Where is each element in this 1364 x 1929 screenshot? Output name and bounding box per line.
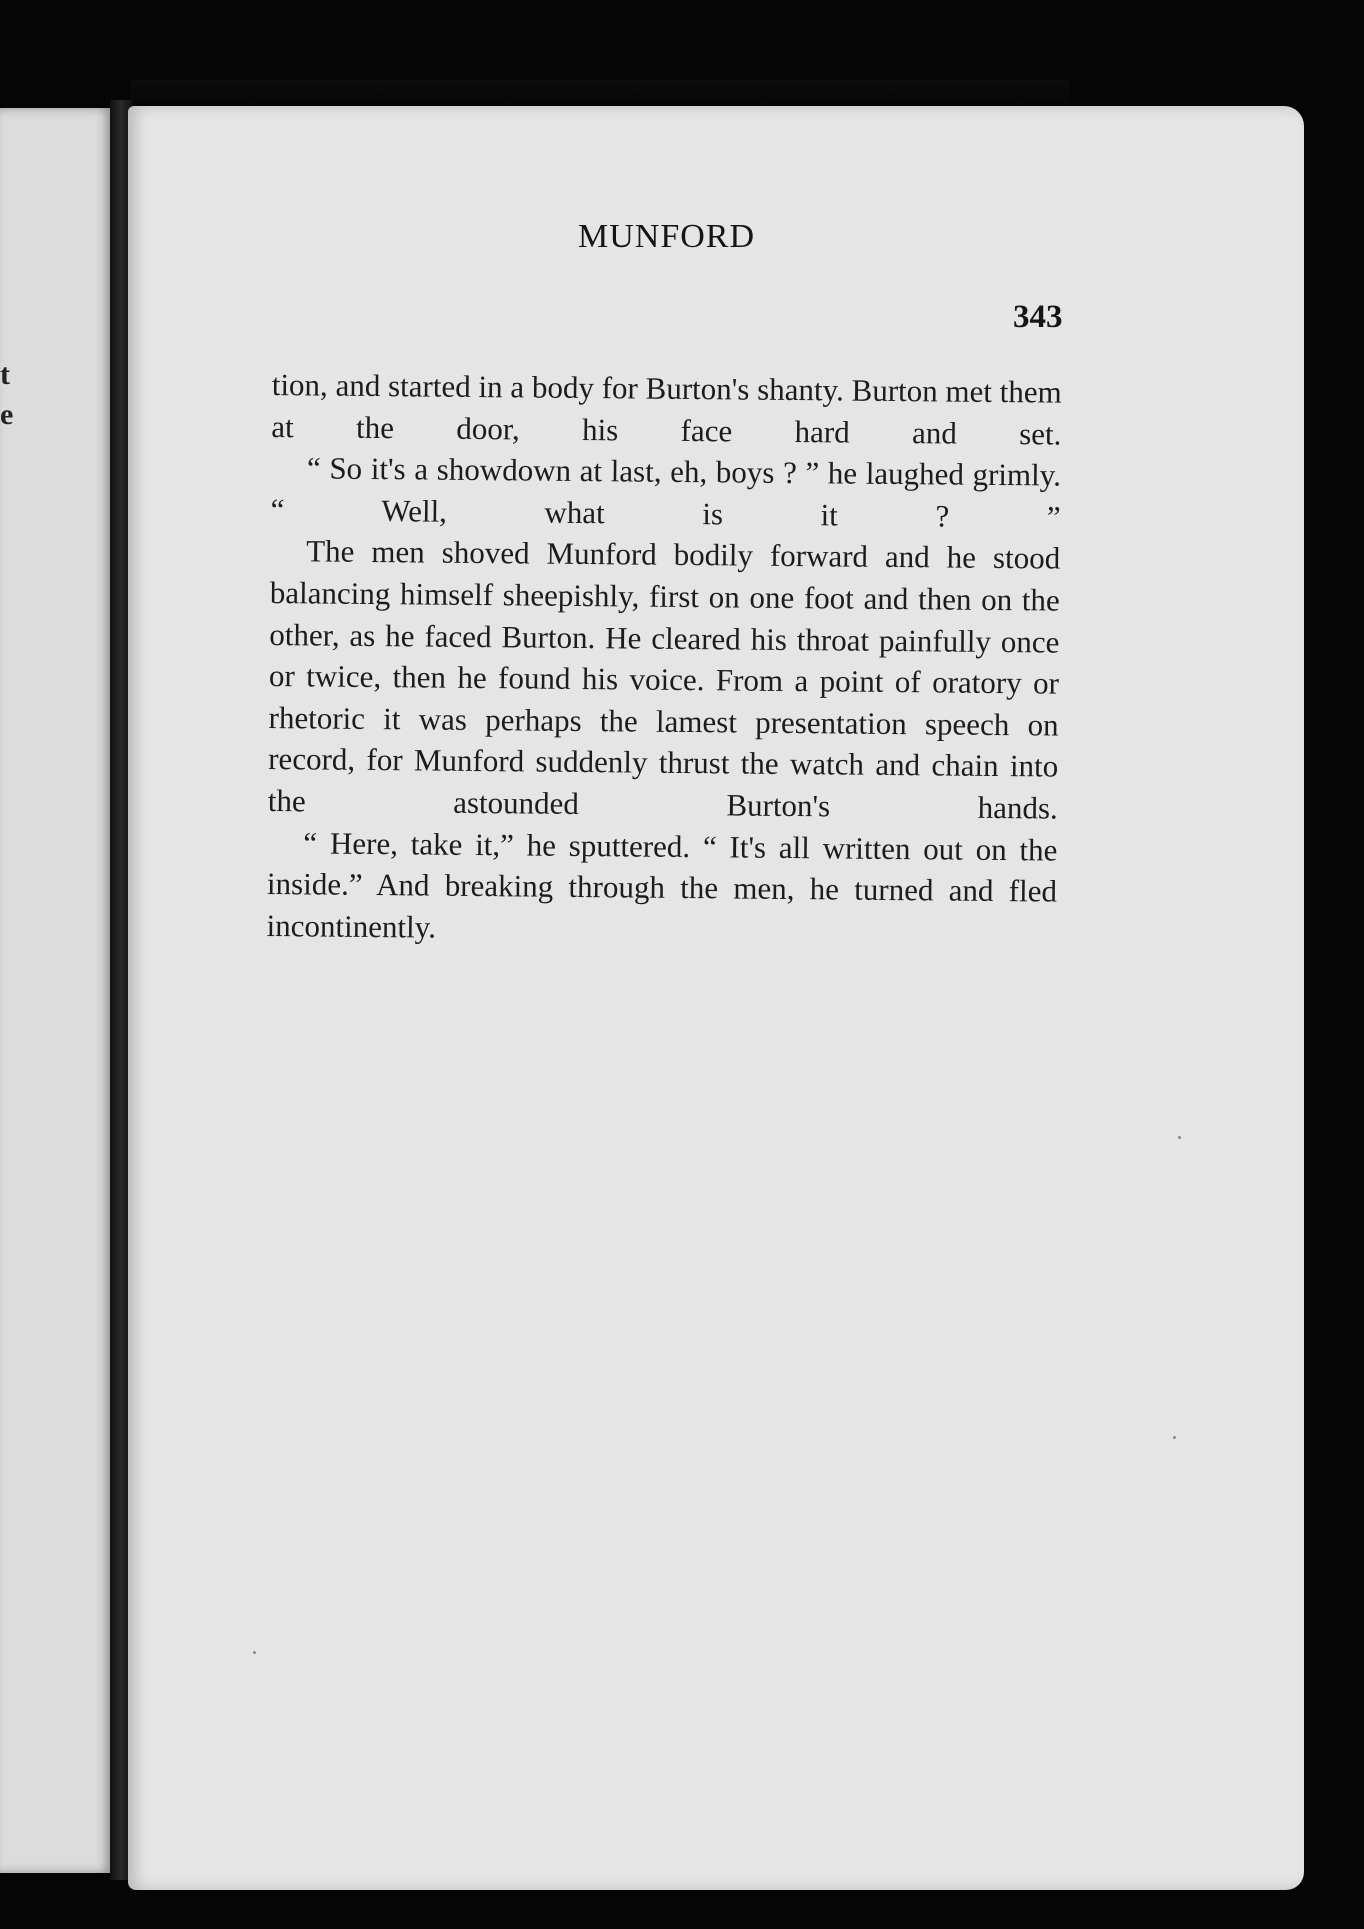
page-body (266, 364, 1062, 954)
running-head-title: MUNFORD (578, 218, 756, 255)
paragraph: tion, and started in a body for Burton's shanty. Burton met them at the door, his face hard and set. (271, 366, 1062, 452)
facing-page-fragment: t (0, 358, 10, 391)
paper-speck (1173, 1436, 1176, 1439)
paragraph: “ Here, take it,” he sputtered. “ It's all written out on the inside.” And breaking through the men, he turned and fled incontinently. (266, 824, 1058, 945)
facing-page-fragment: e (0, 398, 14, 431)
book-page (128, 106, 1304, 1890)
paragraph: “ So it's a showdown at last, eh, boys ? ” he laughed grimly. “ Well, what is it ? ” (270, 450, 1062, 535)
page-number: 343 (1013, 299, 1063, 335)
paper-speck (1178, 1136, 1181, 1139)
paper-speck (253, 1651, 256, 1654)
paragraph: The men shoved Munford bodily forward and he stood balancing himself sheepishly, first on one foot and then on the other, as he faced Burton. He cleared his throat painfully once or twice, then he found his voice. From a point of oratory or rhetoric it was perhaps the lamest presentation speech on record, for Munford suddenly thrust the watch and chain into the astounded Burton's hands. (267, 533, 1061, 826)
facing-page-edge (0, 108, 112, 1873)
